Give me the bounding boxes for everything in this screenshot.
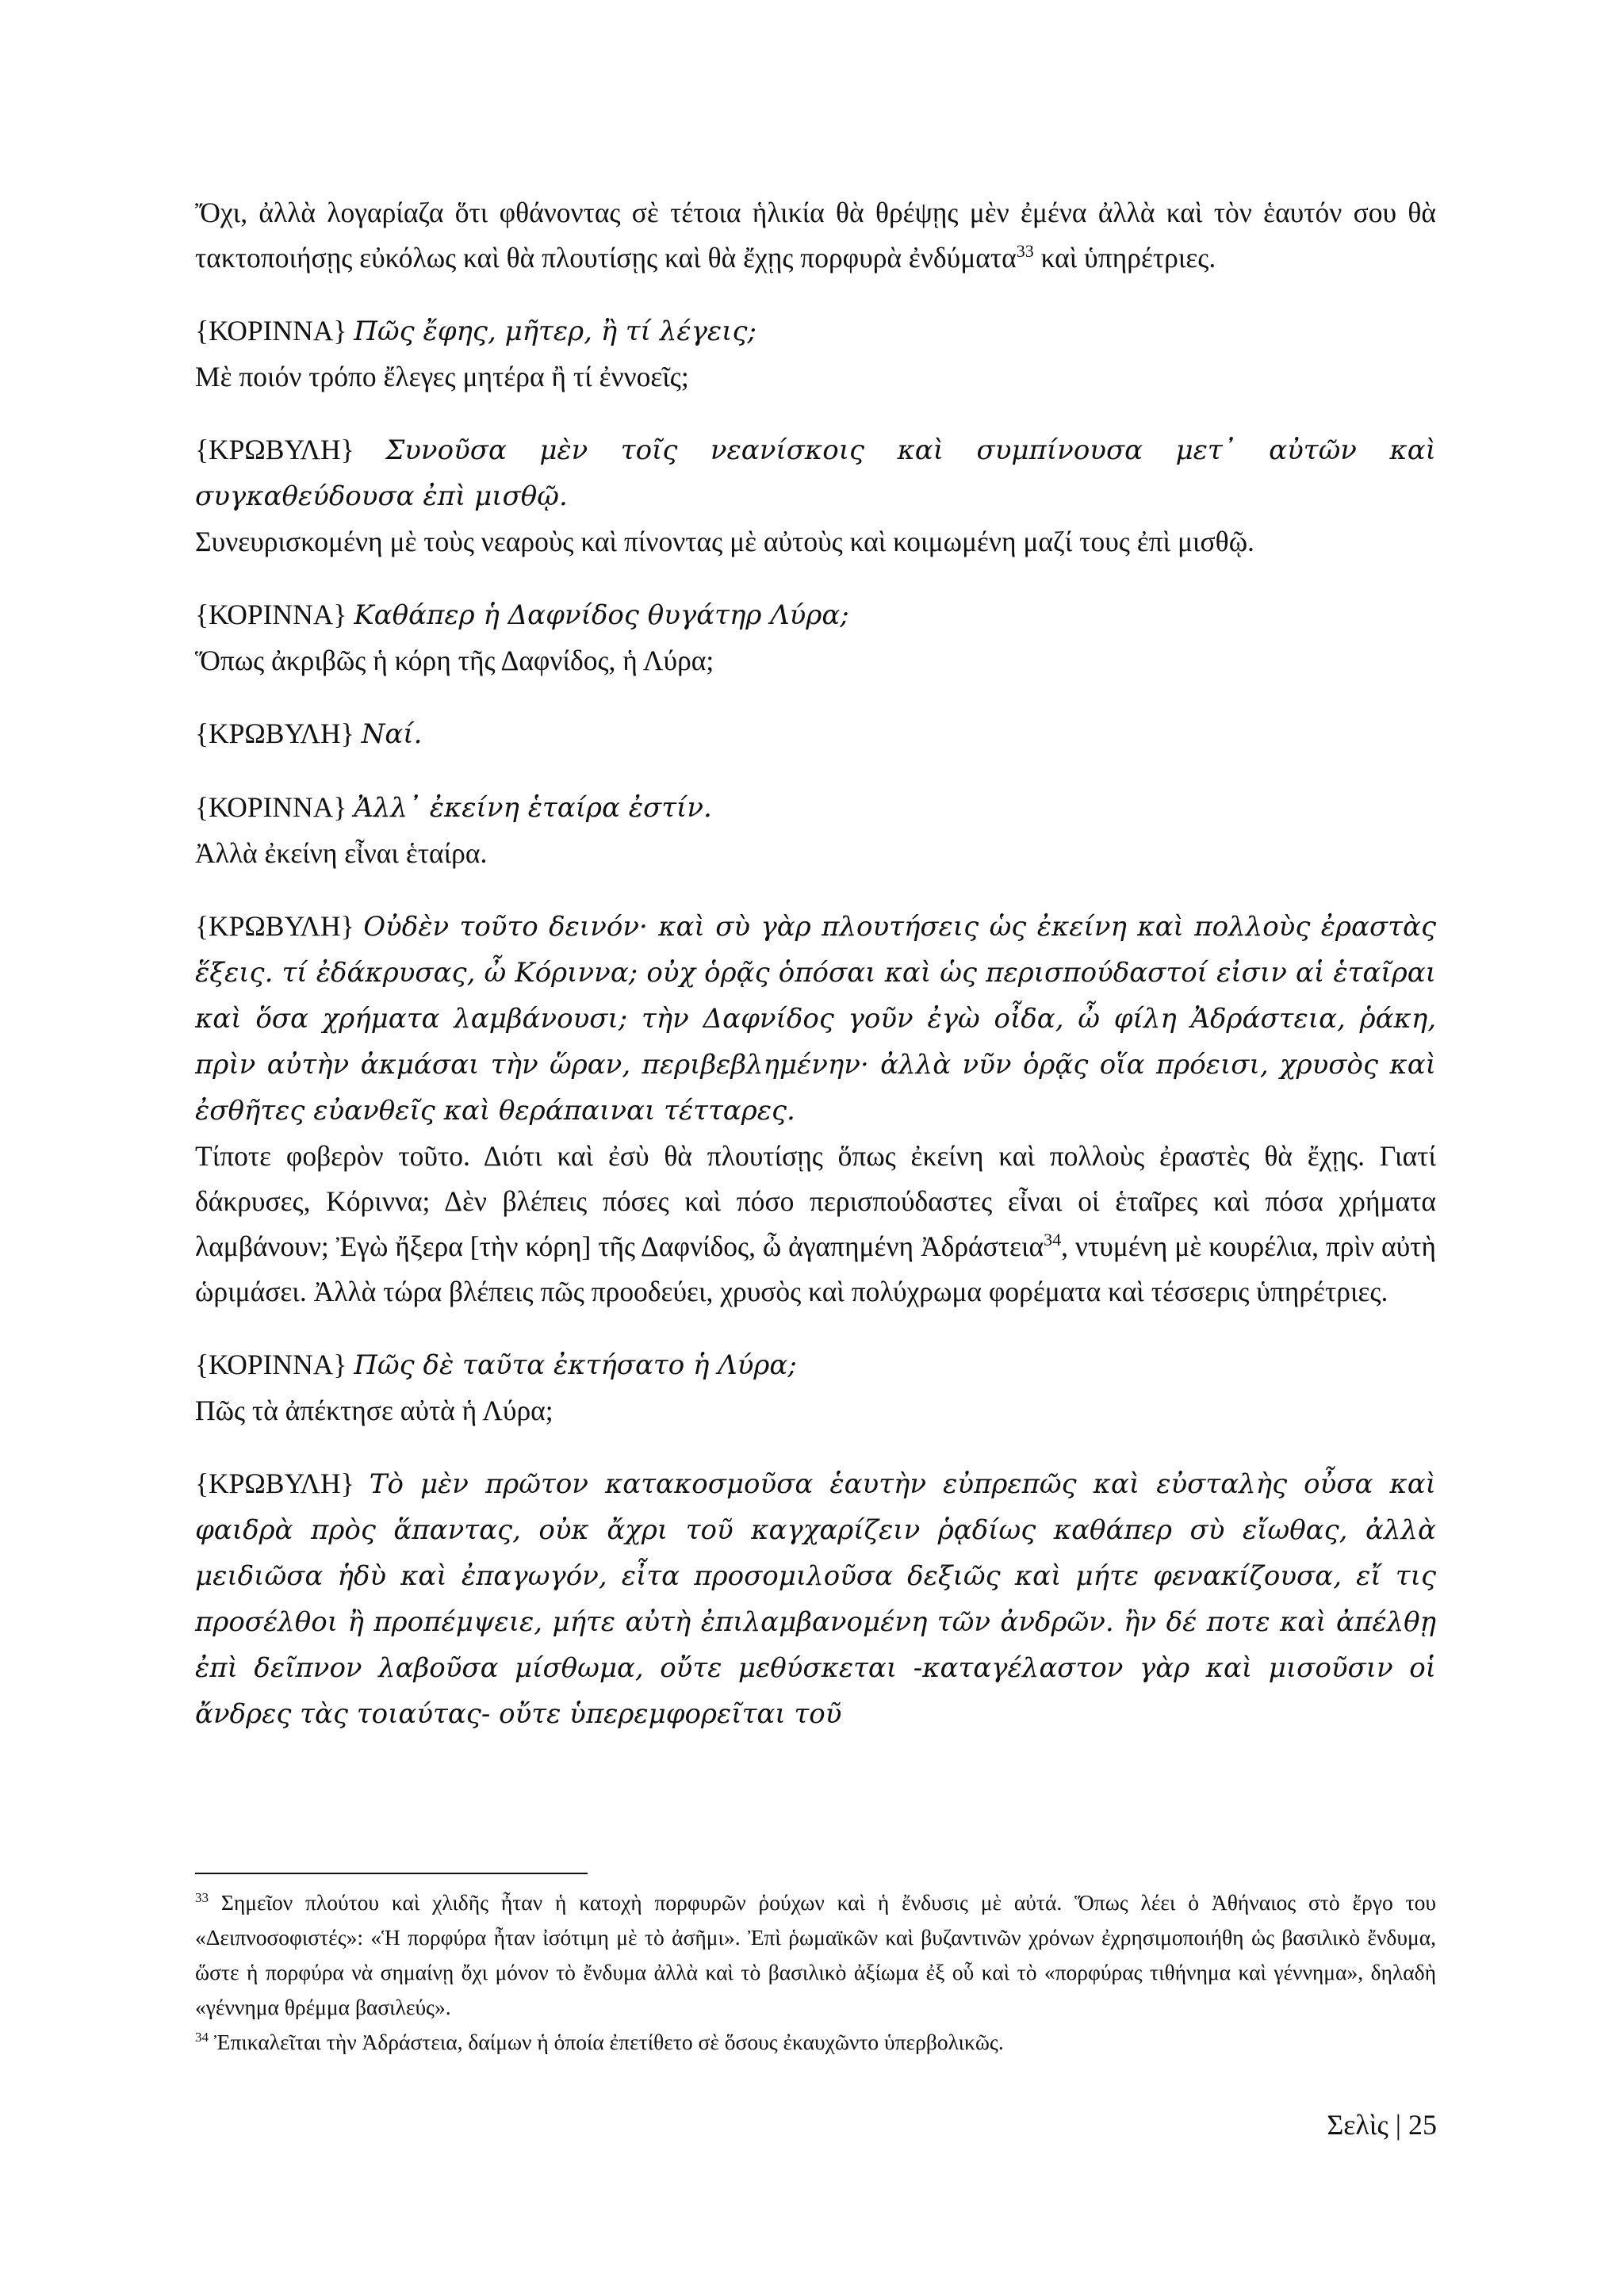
original-line: [195, 904, 1436, 1134]
footnote-number: 33: [195, 1889, 209, 1905]
speaker-label: {ΚΡΩΒΥΛΗ}: [195, 718, 354, 749]
narrative-paragraph: [195, 190, 1436, 281]
dialogue-korinna-3: [195, 785, 1436, 876]
speaker-label: {ΚΡΩΒΥΛΗ}: [195, 910, 354, 942]
ancient-greek-text: Ναί.: [361, 718, 423, 750]
paragraph-text: Ὄχι, ἀλλὰ λογαρίαζα ὅτι φθάνοντας σὲ τέτοια ἡλικία θὰ θρέψῃς μὲν ἐμένα ἀλλὰ καὶ τὸν ἑαυτόν σου θὰ τακτοποιήσῃς εὐκόλως καὶ θὰ πλουτίσῃς καὶ θὰ ἔχῃς πορφυρὰ ἐνδύματα: [195, 197, 1436, 274]
speaker-label: {ΚΡΩΒΥΛΗ}: [195, 434, 354, 465]
dialogue-krobyle-4: [195, 1461, 1436, 1737]
original-line: [195, 1461, 1436, 1737]
footnote-number: 34: [195, 2029, 209, 2045]
translation-text: Συνευρισκομένη μὲ τοὺς νεαροὺς καὶ πίνοντας μὲ αὐτοὺς καὶ κοιμωμένη μαζί τους ἐπὶ μισθῷ.: [195, 526, 1254, 557]
translation-text-tail: , ντυμένη μὲ κουρέλια, πρὶν αὐτὴ ὡριμάσει. Ἀλλὰ τώρα βλέπεις πῶς προοδεύει, χρυσὸς καὶ πολύχρωμα φορέματα καὶ τέσσερις ὑπηρέτριες.: [195, 1230, 1436, 1307]
speaker-label: {ΚΡΩΒΥΛΗ}: [195, 1468, 354, 1499]
dialogue-korinna-2: [195, 592, 1436, 683]
dialogue-krobyle-2: [195, 711, 1436, 757]
dialogue-korinna-4: [195, 1342, 1436, 1433]
ancient-greek-text: Συνοῦσα μὲν τοῖς νεανίσκοις καὶ συμπίνουσα μετ᾽ αὐτῶν καὶ συγκαθεύδουσα ἐπὶ μισθῷ.: [195, 434, 1436, 512]
translation-line: [195, 1134, 1436, 1314]
ancient-greek-text: Οὐδὲν τοῦτο δεινόν· καὶ σὺ γὰρ πλουτήσεις ὡς ἐκείνη καὶ πολλοὺς ἐραστὰς ἕξεις. τί ἐδάκρυσας, ὦ Κόριννα; οὐχ ὁρᾷς ὁπόσαι καὶ ὡς περισπούδαστοί εἰσιν αἱ ἑταῖραι καὶ ὅσα χρήματα λαμβάνουσι; τὴν Δαφνίδος γοῦν ἐγὼ οἶδα, ὦ φίλη Ἀδράστεια, ῥάκη, πρὶν αὐτὴν ἀκμάσαι τὴν ὥραν, περιβεβλημένην· ἀλλὰ νῦν ὁρᾷς οἵα πρόεισι, χρυσὸς καὶ ἐσθῆτες εὐανθεῖς καὶ θεράπαιναι τέτταρες.: [195, 911, 1436, 1127]
original-line: [195, 1342, 1436, 1388]
translation-text: Ἀλλὰ ἐκείνη εἶναι ἑταίρα.: [195, 837, 488, 869]
ancient-greek-text: Πῶς ἔφης, μῆτερ, ἢ τί λέγεις;: [354, 316, 757, 347]
page-number: Σελὶς | 25: [1327, 2109, 1437, 2141]
translation-text: Τίποτε φοβερὸν τοῦτο. Διότι καὶ ἐσὺ θὰ πλουτίσῃς ὅπως ἐκείνη καὶ πολλοὺς ἐραστὲς θὰ ἔχῃς. Γιατί δάκρυσες, Κόριννα; Δὲν βλέπεις πόσες καὶ πόσο περισπούδαστες εἶναι οἱ ἑταῖρες καὶ πόσα χρήματα λαμβάνουν; Ἐγὼ ἤξερα [τὴν κόρη] τῆς Δαφνίδος, ὦ ἀγαπημένη Ἀδράστεια: [195, 1140, 1436, 1262]
original-line: [195, 711, 1436, 757]
speaker-label: {ΚΟΡΙΝΝΑ}: [195, 1349, 347, 1380]
original-line: [195, 785, 1436, 831]
original-line: [195, 427, 1436, 519]
footnote-ref-33[interactable]: 33: [1016, 241, 1034, 262]
footnotes-section: [195, 1885, 1436, 2060]
translation-text: Ὅπως ἀκριβῶς ἡ κόρη τῆς Δαφνίδος, ἡ Λύρα;: [195, 645, 714, 676]
footnote-separator: [195, 1873, 588, 1874]
ancient-greek-text: Πῶς δὲ ταῦτα ἐκτήσατο ἡ Λύρα;: [354, 1349, 797, 1381]
footnote-text: Ἐπικαλεῖται τὴν Ἀδράστεια, δαίμων ἡ ὁποία ἐπετίθετο σὲ ὅσους ἐκαυχῶντο ὑπερβολικῶς.: [209, 2030, 1004, 2054]
original-line: [195, 592, 1436, 638]
footnote-33: [195, 1885, 1436, 2025]
dialogue-krobyle-3: [195, 904, 1436, 1314]
footnote-text: Σημεῖον πλούτου καὶ χλιδῆς ἦταν ἡ κατοχὴ πορφυρῶν ῥούχων καὶ ἡ ἔνδυσις μὲ αὐτά. Ὅπως λέει ὁ Ἀθήναιος στὸ ἔργο του «Δειπνοσοφιστές»: «Ἡ πορφύρα ἦταν ἰσότιμη μὲ τὸ ἀσῆμι». Ἐπὶ ῥωμαϊκῶν καὶ βυζαντινῶν χρόνων ἐχρησιμοποιήθη ὡς βασιλικὸ ἔνδυμα, ὥστε ἡ πορφύρα νὰ σημαίνῃ ὄχι μόνον τὸ ἔνδυμα ἀλλὰ καὶ τὸ βασιλικὸ ἀξίωμα ἐξ οὗ καὶ τὸ «πορφύρας τιθήνημα καὶ γέννημα», δηλαδὴ «γέννημα θρέμμα βασιλεύς».: [195, 1890, 1436, 2019]
speaker-label: {ΚΟΡΙΝΝΑ}: [195, 315, 347, 346]
translation-text: Πῶς τὰ ἀπέκτησε αὐτὰ ἡ Λύρα;: [195, 1395, 553, 1426]
speaker-label: {ΚΟΡΙΝΝΑ}: [195, 599, 347, 630]
page-body: [195, 190, 1436, 1765]
translation-text: Μὲ ποιόν τρόπο ἔλεγες μητέρα ἢ τί ἐννοεῖς;: [195, 361, 689, 392]
ancient-greek-text: Τὸ μὲν πρῶτον κατακοσμοῦσα ἑαυτὴν εὐπρεπῶς καὶ εὐσταλὴς οὖσα καὶ φαιδρὰ πρὸς ἅπαντας, οὐκ ἄχρι τοῦ καγχαρίζειν ῥᾳδίως καθάπερ σὺ εἴωθας, ἀλλὰ μειδιῶσα ἡδὺ καὶ ἐπαγωγόν, εἶτα προσομιλοῦσα δεξιῶς καὶ μήτε φενακίζουσα, εἴ τις προσέλθοι ἢ προπέμψειε, μήτε αὐτὴ ἐπιλαμβανομένη τῶν ἀνδρῶν. ἢν δέ ποτε καὶ ἀπέλθῃ ἐπὶ δεῖπνον λαβοῦσα μίσθωμα, οὔτε μεθύσκεται -καταγέλαστον γὰρ καὶ μισοῦσιν οἱ ἄνδρες τὰς τοιαύτας- οὔτε ὑπερεμφορεῖται τοῦ: [195, 1468, 1436, 1730]
footnote-ref-34[interactable]: 34: [1044, 1230, 1062, 1250]
ancient-greek-text: Ἀλλ᾽ ἐκείνη ἑταίρα ἐστίν.: [354, 792, 712, 824]
paragraph-text-tail: καὶ ὑπηρέτριες.: [1033, 242, 1216, 274]
speaker-label: {ΚΟΡΙΝΝΑ}: [195, 791, 347, 823]
dialogue-korinna-1: [195, 308, 1436, 400]
dialogue-krobyle-1: [195, 427, 1436, 564]
original-line: [195, 308, 1436, 354]
footnote-34: [195, 2025, 1436, 2060]
ancient-greek-text: Καθάπερ ἡ Δαφνίδος θυγάτηρ Λύρα;: [354, 599, 849, 631]
